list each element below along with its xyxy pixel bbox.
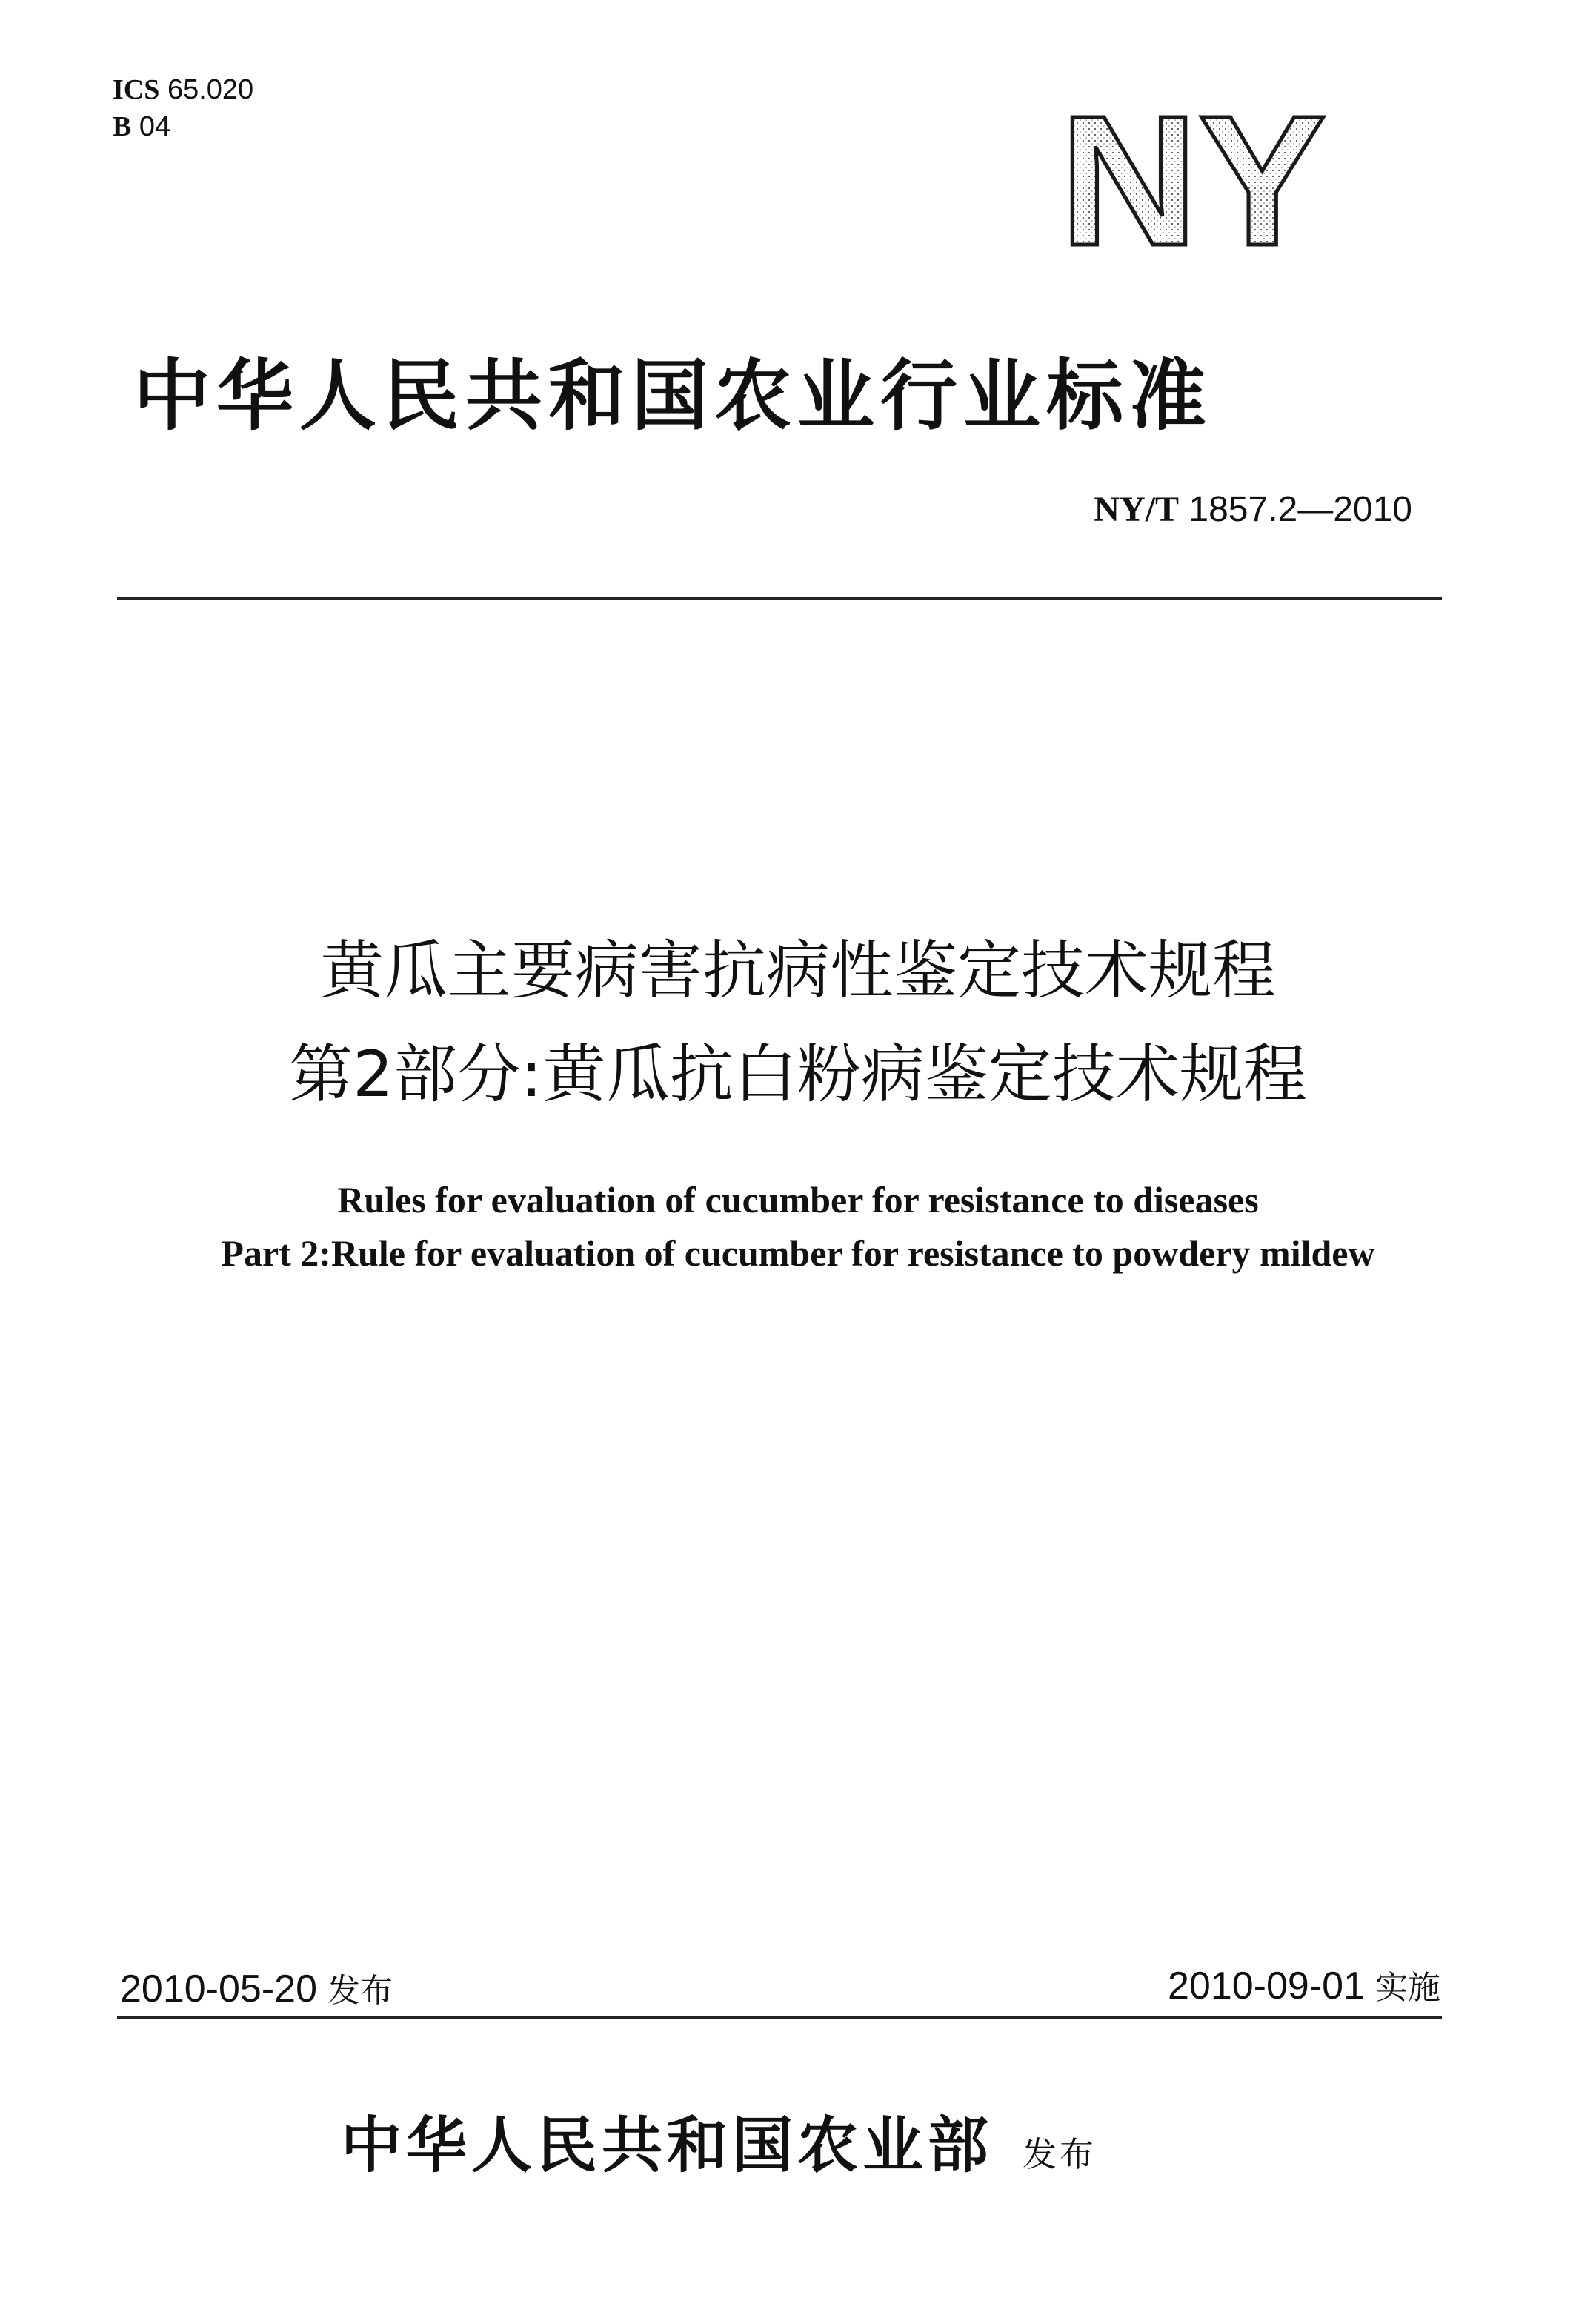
issuer-title: 中华人民共和国农业行业标准 (133, 351, 1213, 441)
ics-line (113, 71, 253, 108)
title-en-line1: Rules for evaluation of cucumber for resistance to diseases (337, 1179, 1259, 1221)
publisher-name: 中华人民共和国农业部 (341, 2110, 994, 2181)
ny-logo (1052, 104, 1334, 259)
ccs-line (113, 108, 253, 145)
effective-date-value: 2010-09-01 (1168, 1965, 1365, 2008)
release-label: 发布 (327, 1972, 393, 2010)
ny-logo-text: NY (1060, 104, 1326, 259)
publisher (341, 2097, 1097, 2184)
title-cn-line2: 第2部分:黄瓜抗白粉病鉴定技术规程 (289, 1037, 1307, 1112)
ccs-prefix: B (113, 111, 132, 142)
standard-number-prefix: NY/T (1094, 490, 1180, 529)
standard-number-code: 1857.2—2010 (1188, 490, 1412, 529)
ics-code: 65.020 (167, 74, 254, 105)
standard-number (1094, 489, 1412, 530)
release-date (120, 1964, 393, 2011)
bottom-divider (117, 2016, 1442, 2019)
ccs-code: 04 (139, 111, 171, 142)
title-en-line2: Part 2:Rule for evaluation of cucumber for resistance to powdery mildew (221, 1232, 1375, 1274)
effective-label: 实施 (1375, 1969, 1440, 2007)
title-cn-line1: 黄瓜主要病害抗病性鉴定技术规程 (320, 934, 1276, 1008)
effective-date (1168, 1961, 1440, 2008)
publisher-suffix: 发布 (1023, 2134, 1097, 2174)
top-divider (117, 597, 1442, 600)
classification-codes (113, 71, 253, 145)
release-date-value: 2010-05-20 (120, 1967, 317, 2010)
ny-logo-graphic (1052, 104, 1334, 259)
ics-prefix: ICS (113, 74, 160, 105)
